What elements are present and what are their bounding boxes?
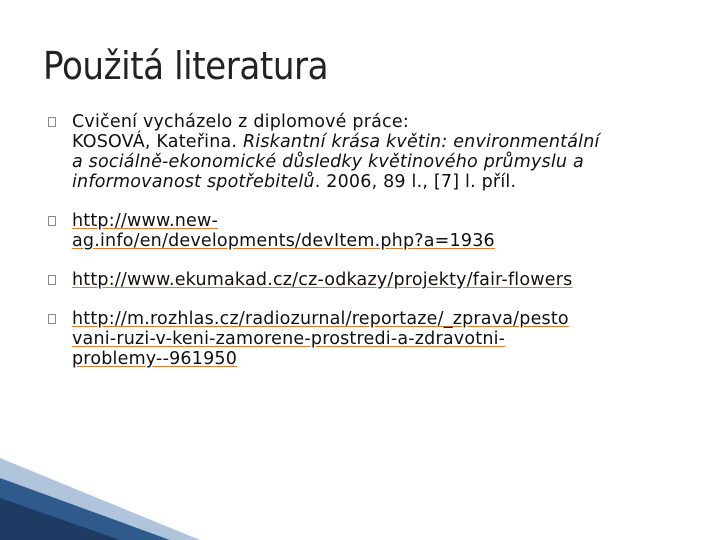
bullet-item-link-newag bbox=[48, 211, 708, 251]
citation-title-part-1: Riskantní krása květin: environmentální bbox=[242, 132, 600, 152]
link-rozhlas-line-1: http://m.rozhlas.cz/radiozurnal/reportaze/_zprava/pesto bbox=[72, 309, 569, 329]
bullet-item-link-rozhlas bbox=[48, 309, 708, 369]
bullet-list bbox=[48, 112, 708, 369]
citation-title-part-3: informovanost spotřebitelů bbox=[72, 172, 315, 192]
slide-title: Použitá literatura bbox=[43, 44, 329, 88]
citation-title-part-2: a sociálně-ekonomické důsledky květinového průmyslu a bbox=[72, 152, 584, 172]
bullet-item-link-ekumakad bbox=[48, 270, 708, 290]
corner-decoration bbox=[0, 450, 200, 540]
bullet-intro-text: Cvičení vycházelo z diplomové práce: bbox=[72, 112, 409, 132]
citation-author: KOSOVÁ, Kateřina. bbox=[72, 132, 243, 152]
link-ekumakad[interactable] bbox=[72, 270, 708, 290]
link-new-ag-line-1: http://www.new- bbox=[72, 211, 218, 231]
link-rozhlas-line-3: problemy--961950 bbox=[72, 349, 238, 369]
bullet-marker-icon bbox=[48, 275, 56, 285]
bullet-item-source bbox=[48, 112, 708, 192]
citation-line-1 bbox=[72, 132, 708, 152]
link-rozhlas[interactable] bbox=[72, 309, 708, 369]
citation-details: . 2006, 89 l., [7] l. příl. bbox=[314, 172, 517, 192]
citation-line-3 bbox=[72, 172, 708, 192]
link-new-ag[interactable] bbox=[72, 211, 708, 251]
bullet-marker-icon bbox=[48, 314, 56, 324]
bullet-marker-icon bbox=[48, 216, 56, 226]
bullet-marker-icon bbox=[48, 117, 56, 127]
link-new-ag-line-2: ag.info/en/developments/devItem.php?a=1936 bbox=[72, 231, 495, 251]
link-ekumakad-line: http://www.ekumakad.cz/cz-odkazy/projekty/fair-flowers bbox=[72, 270, 573, 290]
link-rozhlas-line-2: vani-ruzi-v-keni-zamorene-prostredi-a-zdravotni- bbox=[72, 329, 506, 349]
